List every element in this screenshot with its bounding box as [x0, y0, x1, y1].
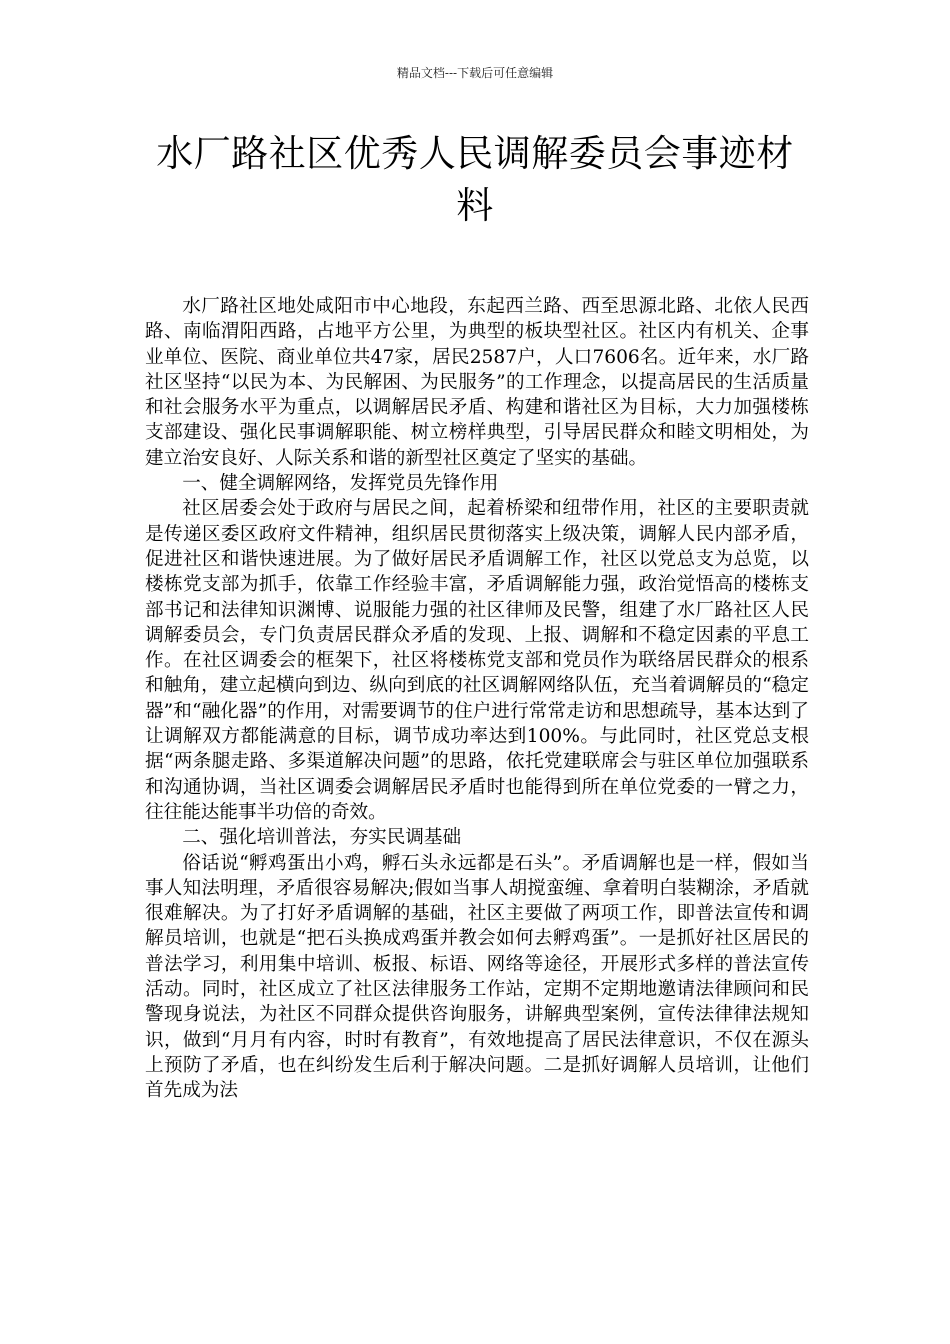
section-heading-2: 二、强化培训普法，夯实民调基础 — [182, 827, 462, 849]
page-header-note: 精品文档---下载后可任意编辑 — [396, 66, 554, 80]
document-body — [145, 294, 809, 1104]
document-title: 水厂路社区优秀人民调解委员会事迹材料 — [156, 132, 794, 227]
paragraph-section-1: 社区居委会处于政府与居民之间，起着桥梁和纽带作用，社区的主要职责就是传递区委区政府文件精神，组织居民贯彻落实上级决策，调解人民内部矛盾，促进社区和谐快速进展。为了做好居民矛盾调解工作，社区以党总支为总览，以楼栋党支部为抓手，依靠工作经验丰富，矛盾调解能力强，政治觉悟高的楼栋支部书记和法律知识渊博、说服能力强的社区律师及民警，组建了水厂路社区人民调解委员会，专门负责居民群众矛盾的发现、上报、调解和不稳定因素的平息工作。在社区调委会的框架下，社区将楼栋党支部和党员作为联络居民群众的根系和触角，建立起横向到边、纵向到底的社区调解网络队伍，充当着调解员的“稳定器”和“融化器”的作用，对需要调节的住户进行常常走访和思想疏导，基本达到了让调解双方都能满意的目标，调节成功率达到100%。与此同时，社区党总支根据“两条腿走路、多渠道解决问题”的思路，依托党建联席会与驻区单位加强联系和沟通协调，当社区调委会调解居民矛盾时也能得到所在单位党委的一臂之力，往往能达能事半功倍的奇效。 — [145, 498, 809, 823]
paragraph-intro: 水厂路社区地处咸阳市中心地段，东起西兰路、西至思源北路、北依人民西路、南临渭阳西路，占地平方公里，为典型的板块型社区。社区内有机关、企事业单位、医院、商业单位共47家，居民2587户，人口7606名。近年来，水厂路社区坚持“以民为本、为民解困、为民服务”的工作理念，以提高居民的生活质量和社会服务水平为重点，以调解居民矛盾、构建和谐社区为目标，大力加强楼栋支部建设、强化民事调解职能、树立榜样典型，引导居民群众和睦文明相处，为建立治安良好、人际关系和谐的新型社区奠定了坚实的基础。 — [145, 296, 809, 469]
section-heading-1: 一、健全调解网络，发挥党员先锋作用 — [182, 473, 499, 495]
paragraph-section-2: 俗话说“孵鸡蛋出小鸡，孵石头永远都是石头”。矛盾调解也是一样，假如当事人知法明理，矛盾很容易解决;假如当事人胡搅蛮缠、拿着明白装糊涂，矛盾就很难解决。为了打好矛盾调解的基础，社区主要做了两项工作，即普法宣传和调解员培训，也就是“把石头换成鸡蛋并教会如何去孵鸡蛋”。一是抓好社区居民的普法学习，利用集中培训、板报、标语、网络等途径，开展形式多样的普法宣传活动。同时，社区成立了社区法律服务工作站，定期不定期地邀请法律顾问和民警现身说法，为社区不同群众提供咨询服务，讲解典型案例，宣传法律律法规知识，做到“月月有内容，时时有教育”，有效地提高了居民法律意识，不仅在源头上预防了矛盾，也在纠纷发生后利于解决问题。二是抓好调解人员培训，让他们首先成为法 — [145, 852, 809, 1102]
